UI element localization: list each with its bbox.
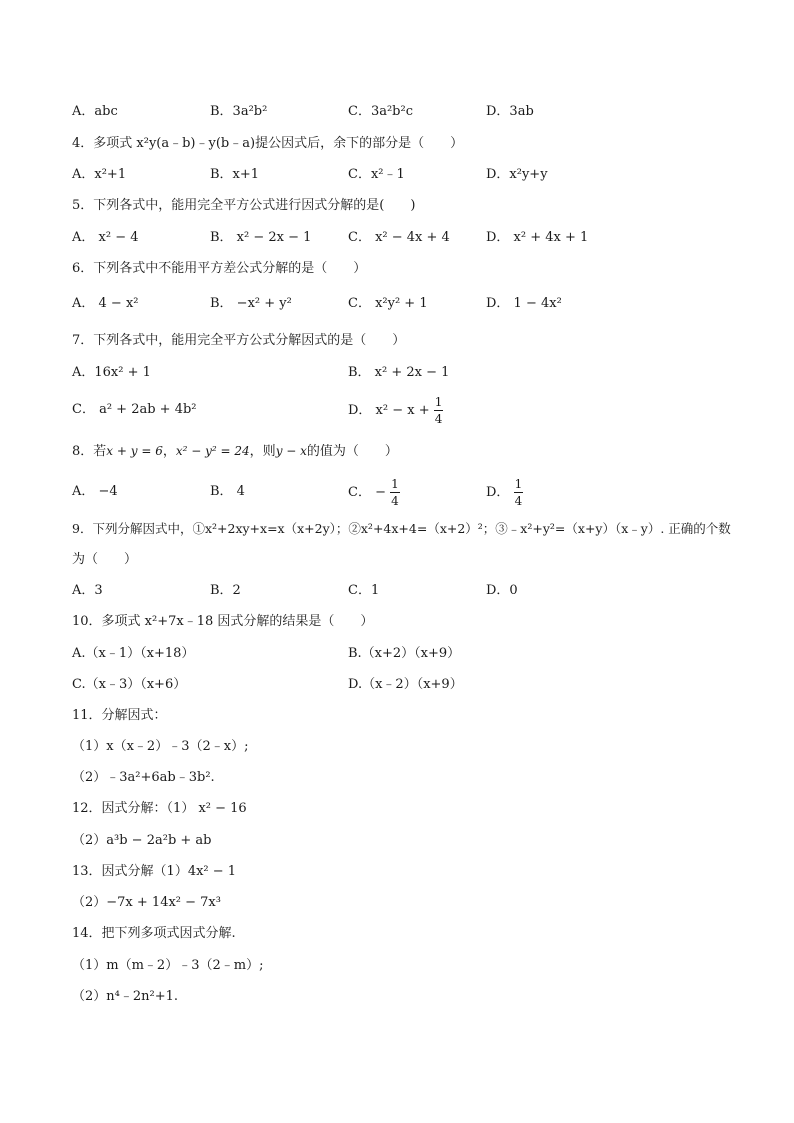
q8-condition-2: x² − y² = 24 <box>175 444 250 458</box>
q10-option-b[interactable]: B.（x+2）（x+9） <box>348 646 461 661</box>
q6-stem: 6．下列各式中不能用平方差公式分解的是（ ） <box>72 261 367 276</box>
q9-option-c[interactable]: C．1 <box>348 583 380 598</box>
q8-options <box>72 476 732 508</box>
q14-part-2: （2）n⁴﹣2n²+1. <box>72 989 179 1004</box>
q6-option-c[interactable]: C． x²y² + 1 <box>348 296 428 311</box>
q7-option-a[interactable]: A．16x² + 1 <box>72 365 151 380</box>
q6-option-a[interactable]: A． 4 − x² <box>72 296 139 311</box>
q8-stem <box>72 443 732 460</box>
q9-option-d[interactable]: D．0 <box>486 583 518 598</box>
fraction-denominator: 4 <box>434 412 443 426</box>
q4-stem: 4．多项式 x²y(a﹣b)﹣y(b﹣a)提公因式后，余下的部分是（ ） <box>72 136 464 151</box>
q12-part-2: （2）a³b − 2a²b + ab <box>72 833 212 848</box>
q14-stem: 14．把下列多项式因式分解. <box>72 926 236 941</box>
q8-option-d-text: D． <box>486 485 514 500</box>
q4-option-c[interactable]: C．x²﹣1 <box>348 167 405 182</box>
q10-option-c[interactable]: C.（x﹣3）（x+6） <box>72 677 187 692</box>
q7-option-b[interactable]: B． x² + 2x − 1 <box>348 365 450 380</box>
q7-stem: 7．下列各式中，能用完全平方公式分解因式的是（ ） <box>72 333 406 348</box>
q8-option-a[interactable]: A． −4 <box>72 484 118 499</box>
q4-option-d[interactable]: D．x²y+y <box>486 167 548 182</box>
q8-stem-comma: ， <box>162 444 176 459</box>
fraction-numerator: 1 <box>391 477 399 491</box>
q8-option-c[interactable] <box>348 476 400 509</box>
q3-option-a[interactable]: A．abc <box>72 104 118 119</box>
fraction-denominator: 4 <box>514 494 523 508</box>
q14-part-1: （1）m（m﹣2）﹣3（2﹣m）; <box>72 958 264 973</box>
q8-stem-prefix: 8．若 <box>72 444 107 459</box>
fraction-numerator: 1 <box>434 395 443 409</box>
q12-stem: 12．因式分解：（1） x² − 16 <box>72 801 247 816</box>
q8-option-d[interactable] <box>486 476 523 509</box>
q8-option-d-fraction <box>514 476 524 509</box>
q13-part-2: （2）−7x + 14x² − 7x³ <box>72 895 221 910</box>
q5-option-b[interactable]: B． x² − 2x − 1 <box>210 230 312 245</box>
q11-part-2: （2）﹣3a²+6ab﹣3b². <box>72 770 215 785</box>
q8-stem-suffix: 的值为（ ） <box>306 444 398 459</box>
q5-option-d[interactable]: D． x² + 4x + 1 <box>486 230 589 245</box>
q3-option-c[interactable]: C．3a²b²c <box>348 104 413 119</box>
q3-option-b[interactable]: B．3a²b² <box>210 104 268 119</box>
q11-part-1: （1）x（x﹣2）﹣3（2﹣x）; <box>72 739 249 754</box>
q10-option-a[interactable]: A.（x﹣1）（x+18） <box>72 646 195 661</box>
q10-stem: 10．多项式 x²+7x﹣18 因式分解的结果是（ ） <box>72 614 374 629</box>
q8-option-b[interactable]: B． 4 <box>210 484 245 499</box>
q9-option-a[interactable]: A．3 <box>72 583 103 598</box>
q3-option-d[interactable]: D．3ab <box>486 104 534 119</box>
q10-option-d[interactable]: D.（x﹣2）（x+9） <box>348 677 463 692</box>
q6-option-b[interactable]: B． −x² + y² <box>210 296 292 311</box>
q8-option-c-text: C． − <box>348 485 386 500</box>
q7-option-d-text: D． x² − x + <box>348 403 430 418</box>
q6-option-d[interactable]: D． 1 − 4x² <box>486 296 562 311</box>
q8-option-c-fraction <box>390 476 400 509</box>
q8-condition-1: x + y = 6 <box>106 444 163 458</box>
q9-option-b[interactable]: B．2 <box>210 583 241 598</box>
q4-option-a[interactable]: A．x²+1 <box>72 167 127 182</box>
q8-expression: y − x <box>275 444 307 458</box>
q11-stem: 11．分解因式： <box>72 708 167 723</box>
fraction-denominator: 4 <box>391 494 399 508</box>
q7-option-c[interactable]: C． a² + 2ab + 4b² <box>72 402 197 417</box>
q8-stem-then: ，则 <box>249 444 276 459</box>
q13-stem: 13．因式分解（1）4x² − 1 <box>72 864 237 879</box>
q4-option-b[interactable]: B．x+1 <box>210 167 260 182</box>
q7-option-d[interactable] <box>348 394 443 427</box>
q7-options-row2 <box>72 395 732 428</box>
q9-stem-line2: 为（ ） <box>72 552 138 567</box>
q9-stem-line1: 9．下列分解因式中，①x²+2xy+x=x（x+2y）；②x²+4x+4=（x+2）²；③﹣x²+y²=（x+y）（x﹣y）. 正确的个数 <box>72 521 731 536</box>
q7-option-d-fraction <box>434 394 444 427</box>
fraction-numerator: 1 <box>514 477 523 491</box>
q5-option-a[interactable]: A． x² − 4 <box>72 230 139 245</box>
q5-option-c[interactable]: C． x² − 4x + 4 <box>348 230 450 245</box>
q5-stem: 5．下列各式中，能用完全平方公式进行因式分解的是( ) <box>72 198 416 213</box>
